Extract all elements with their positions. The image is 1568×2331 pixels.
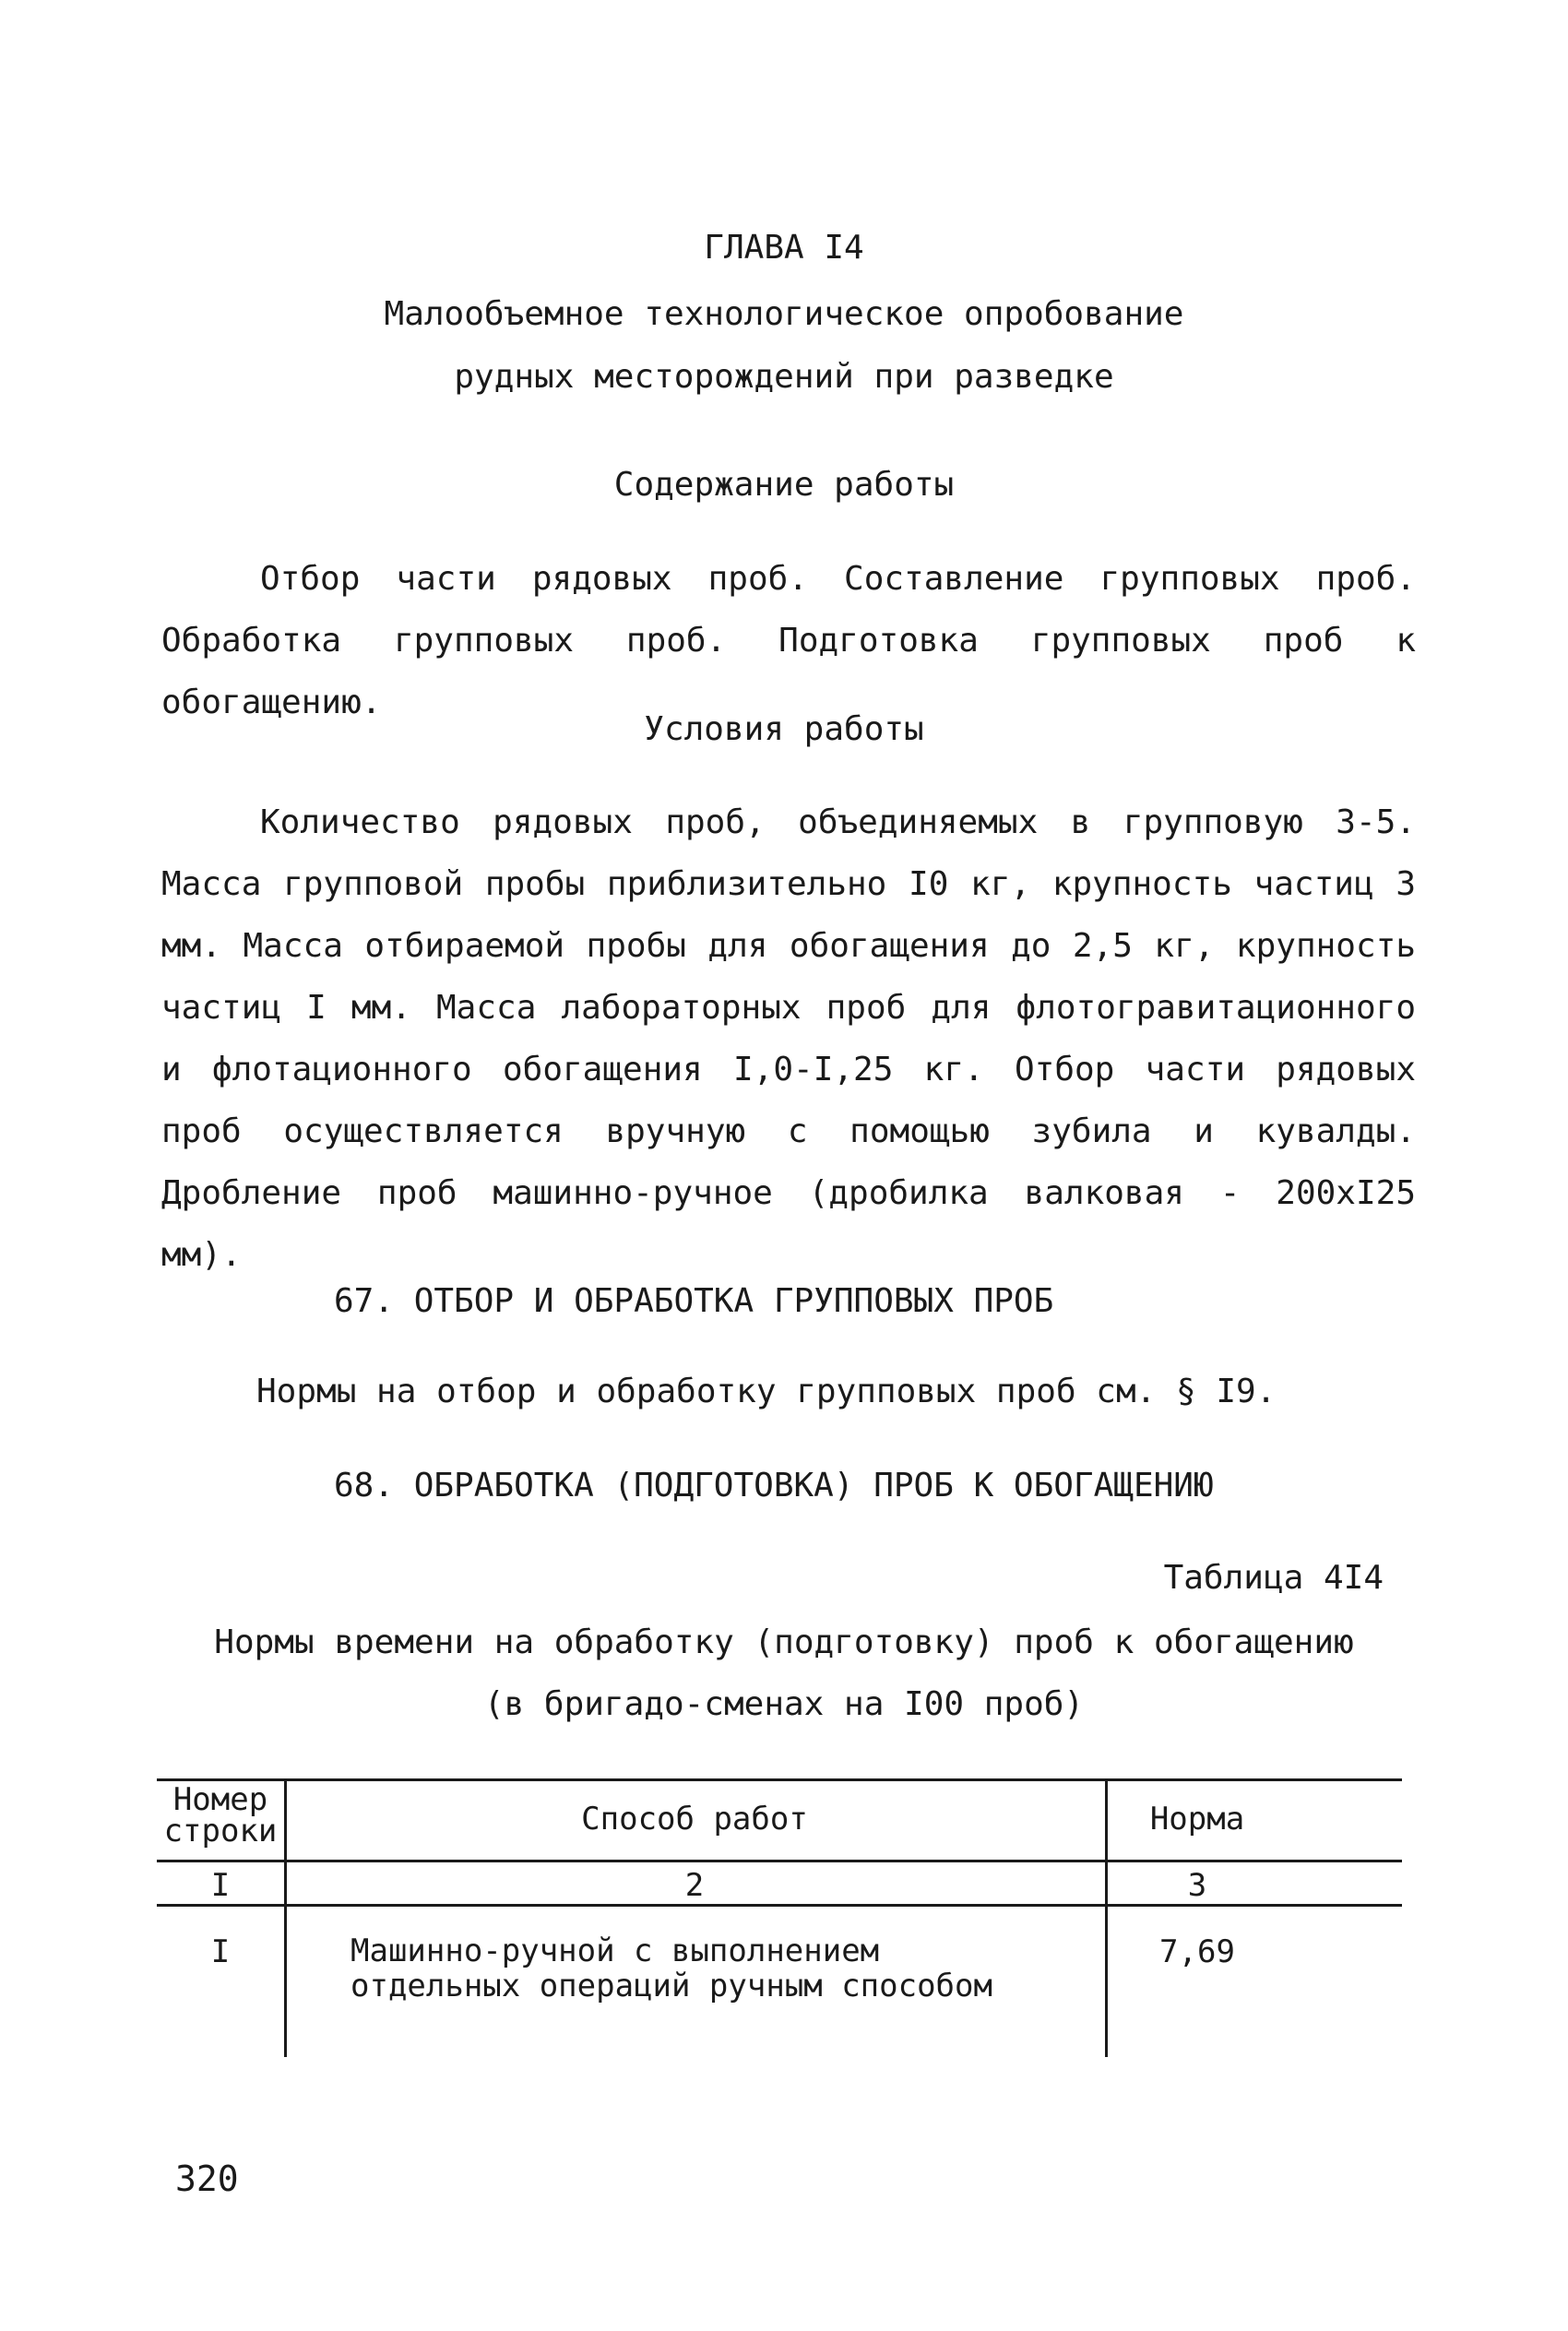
table-row-method-line2: отдельных операций ручным способом (350, 1968, 992, 2004)
table-top-rule (157, 1778, 1402, 1781)
header-method: Способ работ (581, 1801, 808, 1837)
colnum-2: 2 (684, 1867, 705, 1904)
table-colnum-rule (157, 1904, 1402, 1907)
chapter-title: ГЛАВА I4 (704, 229, 864, 267)
header-row-number (157, 1781, 284, 1849)
header-row-number-line1: Номер (172, 1781, 268, 1818)
conditions-text: Количество рядовых проб, объединяемых в групповую 3-5. Масса групповой пробы приблизительно I0 кг, крупность частиц 3 мм. Масса отбираемой пробы для обогащения до 2,5 кг, крупность частиц I мм. Масса лабораторных проб для флотогравитационного и флотационного обогащения I,0-I,25 кг. Отбор части рядовых проб осуществляется вручную с помощью зубила и кувалды. Дробление проб машинно-ручное (дробилка валковая - 200хI25 мм). (161, 803, 1416, 1274)
chapter-subtitle-line1: Малообъемное технологическое опробование (384, 295, 1184, 333)
colnum-1: I (210, 1867, 231, 1904)
content-text: Отбор части рядовых проб. Составление групповых проб. Обработка групповых проб. Подготовка групповых проб к обогащению. (161, 560, 1416, 721)
table-row-number: I (210, 1933, 231, 1970)
table-header-rule (157, 1860, 1402, 1862)
header-norm: Норма (1149, 1801, 1245, 1837)
content-heading: Содержание работы (613, 466, 955, 504)
section-67-text: Нормы на отбор и обработку групповых проб см. § I9. (256, 1373, 1277, 1410)
colnum-3: 3 (1187, 1867, 1207, 1904)
conditions-heading: Условия работы (644, 710, 924, 748)
conditions-paragraph (161, 791, 1416, 1286)
table-title-line1: Нормы времени на обработку (подготовку) проб к обогащению (214, 1623, 1354, 1661)
content-paragraph (161, 548, 1416, 733)
table-title-line2: (в бригадо-сменах на I00 проб) (483, 1685, 1085, 1723)
header-row-number-line2: строки (163, 1813, 278, 1849)
section-67-heading: 67. ОТБОР И ОБРАБОТКА ГРУППОВЫХ ПРОБ (334, 1282, 1054, 1320)
section-68-heading: 68. ОБРАБОТКА (ПОДГОТОВКА) ПРОБ К ОБОГАЩЕНИЮ (334, 1467, 1214, 1504)
table-number: Таблица 4I4 (1163, 1559, 1384, 1597)
norms-table (157, 1778, 1402, 2057)
chapter-subtitle-line2: рудных месторождений при разведке (454, 358, 1114, 396)
page-number: 320 (175, 2159, 239, 2199)
table-row-norm: 7,69 (1159, 1933, 1235, 1970)
table-row-method (350, 1933, 992, 2004)
table-row-method-line1: Машинно-ручной с выполнением (350, 1933, 880, 1969)
